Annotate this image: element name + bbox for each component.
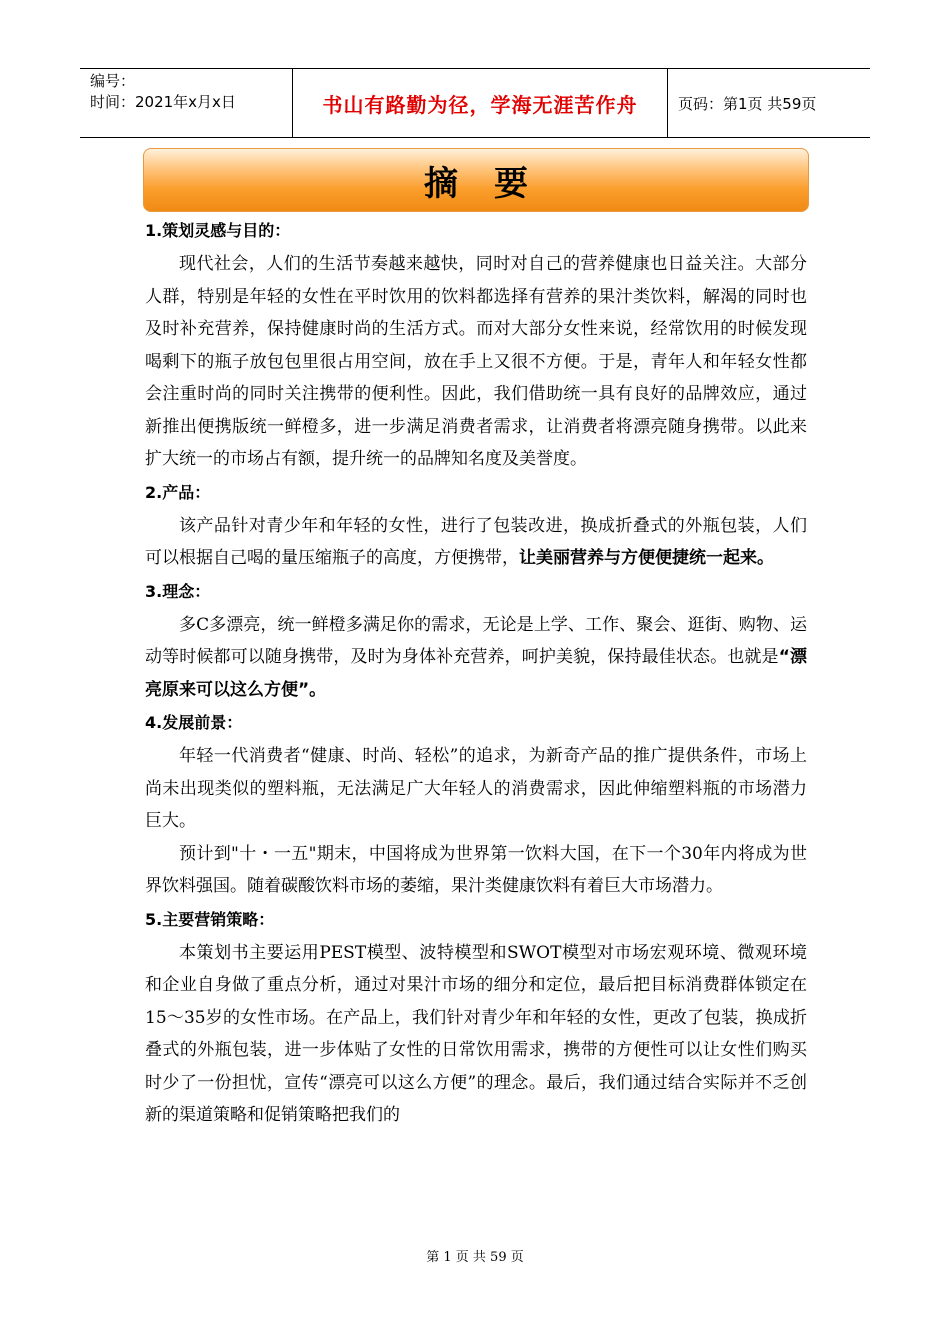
section-title: 5.主要营销策略： (145, 909, 275, 929)
header-motto: 书山有路勤为径，学海无涯苦作舟 (293, 69, 668, 137)
section-paragraph (145, 609, 807, 707)
header-page-info: 页码：第1页 共59页 (678, 94, 817, 113)
section-paragraph (145, 248, 807, 476)
page-footer: 第 1 页 共 59 页 (426, 1250, 524, 1265)
paragraph-emphasis: “漂亮原来可以这么方便”。 (145, 647, 807, 700)
section-title: 4.发展前景： (145, 713, 243, 732)
section-title: 1.策划灵感与目的： (145, 221, 291, 240)
section-paragraph (145, 510, 807, 575)
time-label: 时间：2021年x月x日 (90, 93, 236, 111)
number-label: 编号： (90, 72, 136, 90)
section-title: 3.理念： (145, 581, 211, 601)
document-body (145, 214, 807, 1132)
banner-title: 摘要 (424, 163, 564, 204)
header-meta (80, 69, 293, 137)
paragraph-text: 该产品针对青少年和年轻的女性，进行了包装改进，换成折叠式的外瓶包装，人们可以根据自己喝的量压缩瓶子的高度，方便携带， (145, 515, 807, 568)
section-paragraph (145, 937, 807, 1132)
abstract-banner (143, 148, 809, 212)
paragraph-text: 现代社会，人们的生活节奏越来越快，同时对自己的营养健康也日益关注。大部分人群，特别是年轻的女性在平时饮用的饮料都选择有营养的果汁类饮料，解渴的同时也及时补充营养，保持健康时尚的生活方式。而对大部分女性来说，经常饮用的时候发现喝剩下的瓶子放包包里很占用空间，放在手上又很不方便。于是，青年人和年轻女性都会注重时尚的同时关注携带的便利性。因此，我们借助统一具有良好的品牌效应，通过新推出便携版统一鲜橙多，进一步满足消费者需求，让消费者将漂亮随身携带。以此来扩大统一的市场占有额，提升统一的品牌知名度及美誉度。 (145, 254, 807, 469)
paragraph-emphasis: 让美丽营养与方便便捷统一起来。 (519, 548, 774, 568)
section-paragraph (145, 740, 807, 838)
paragraph-text: 年轻一代消费者“健康、时尚、轻松”的追求，为新奇产品的推广提供条件，市场上尚未出现类似的塑料瓶，无法满足广大年轻人的消费需求，因此伸缩塑料瓶的市场潜力巨大。 (145, 746, 807, 831)
section-paragraph (145, 838, 807, 903)
paragraph-text: 多C多漂亮，统一鲜橙多满足你的需求，无论是上学、工作、聚会、逛街、购物、运动等时候都可以随身携带，及时为身体补充营养，呵护美貌，保持最佳状态。也就是 (145, 614, 807, 667)
page-header (80, 68, 870, 138)
paragraph-text: 本策划书主要运用PEST模型、波特模型和SWOT模型对市场宏观环境、微观环境和企业自身做了重点分析，通过对果汁市场的细分和定位，最后把目标消费群体锁定在15～35岁的女性市场。在产品上，我们针对青少年和年轻的女性，更改了包装，换成折叠式的外瓶包装，进一步体贴了女性的日常饮用需求，携带的方便性可以让女性们购买时少了一份担忧，宣传“漂亮可以这么方便”的理念。最后，我们通过结合实际并不乏创新的渠道策略和促销策略把我们的 (145, 942, 807, 1125)
section-title: 2.产品： (145, 482, 211, 502)
paragraph-text: 预计到"十・一五"期末，中国将成为世界第一饮料大国，在下一个30年内将成为世界饮料强国。随着碳酸饮料市场的萎缩，果汁类健康饮料有着巨大市场潜力。 (145, 843, 807, 896)
